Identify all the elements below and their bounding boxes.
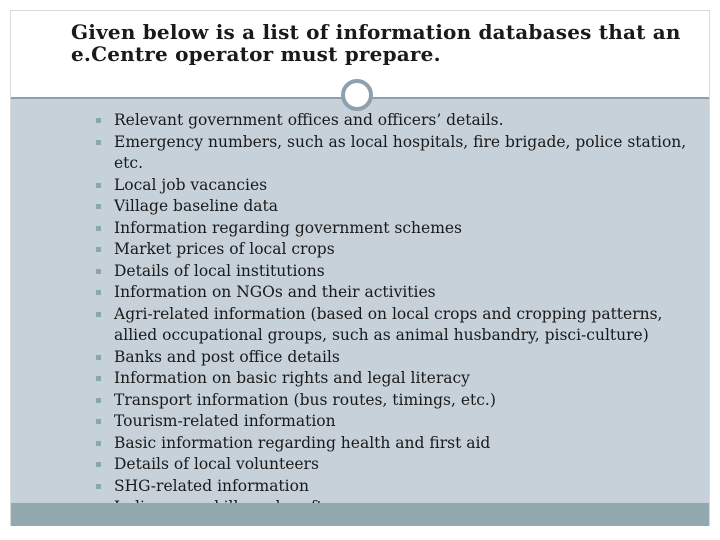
list-item-text: Information on basic rights and legal literacy xyxy=(114,369,470,387)
list-item xyxy=(96,175,696,197)
square-bullet-icon xyxy=(96,247,101,252)
square-bullet-icon xyxy=(96,183,101,188)
list-item-text: Details of local institutions xyxy=(114,261,325,280)
square-bullet-icon xyxy=(96,484,101,489)
square-bullet-icon xyxy=(96,312,101,317)
square-bullet-icon xyxy=(96,376,101,381)
list-item-text: Details of local volunteers xyxy=(114,455,319,473)
slide-title: Given below is a list of information databases that an e.Centre operator must prepare. xyxy=(71,20,681,66)
list-item-text: Emergency numbers, such as local hospitals, fire brigade, police station, etc. xyxy=(114,132,687,172)
list-item-text: Information on NGOs and their activities xyxy=(114,283,436,301)
list-item xyxy=(96,347,696,369)
list-item xyxy=(96,476,696,498)
list-item-text: Agri-related information (based on local crops and cropping patterns, allied occupational groups, such as animal husbandry, pisci-culture) xyxy=(114,304,663,344)
list-item-text: Tourism-related information xyxy=(114,412,336,430)
list-item xyxy=(96,390,696,412)
square-bullet-icon xyxy=(96,419,101,424)
square-bullet-icon xyxy=(96,204,101,209)
square-bullet-icon xyxy=(96,269,101,274)
list-item xyxy=(96,368,696,390)
list-item-text: Basic information regarding health and first aid xyxy=(114,433,491,452)
list-item xyxy=(96,433,696,455)
square-bullet-icon xyxy=(96,290,101,295)
ring-ornament-icon xyxy=(341,79,373,111)
list-item xyxy=(96,304,696,347)
list-item xyxy=(96,132,696,175)
list-item-text: Relevant government offices and officers’ details. xyxy=(114,111,504,129)
footer-bar xyxy=(11,503,709,526)
list-item-text: Banks and post office details xyxy=(114,347,340,366)
list-item-text: Village baseline data xyxy=(114,197,278,215)
square-bullet-icon xyxy=(96,355,101,360)
list-item-text: Market prices of local crops xyxy=(114,240,335,258)
list-item xyxy=(96,110,696,132)
list-item xyxy=(96,196,696,218)
list-item xyxy=(96,239,696,261)
square-bullet-icon xyxy=(96,398,101,403)
database-list xyxy=(96,110,696,519)
list-item-text: Local job vacancies xyxy=(114,175,268,194)
list-item xyxy=(96,282,696,304)
list-item-text: Transport information (bus routes, timings, etc.) xyxy=(114,390,496,409)
list-item xyxy=(96,261,696,283)
square-bullet-icon xyxy=(96,226,101,231)
list-item xyxy=(96,218,696,240)
square-bullet-icon xyxy=(96,441,101,446)
square-bullet-icon xyxy=(96,140,101,145)
list-item xyxy=(96,411,696,433)
square-bullet-icon xyxy=(96,118,101,123)
square-bullet-icon xyxy=(96,462,101,467)
list-item xyxy=(96,454,696,476)
list-item-text: SHG-related information xyxy=(114,476,309,495)
list-item-text: Information regarding government schemes xyxy=(114,218,463,237)
